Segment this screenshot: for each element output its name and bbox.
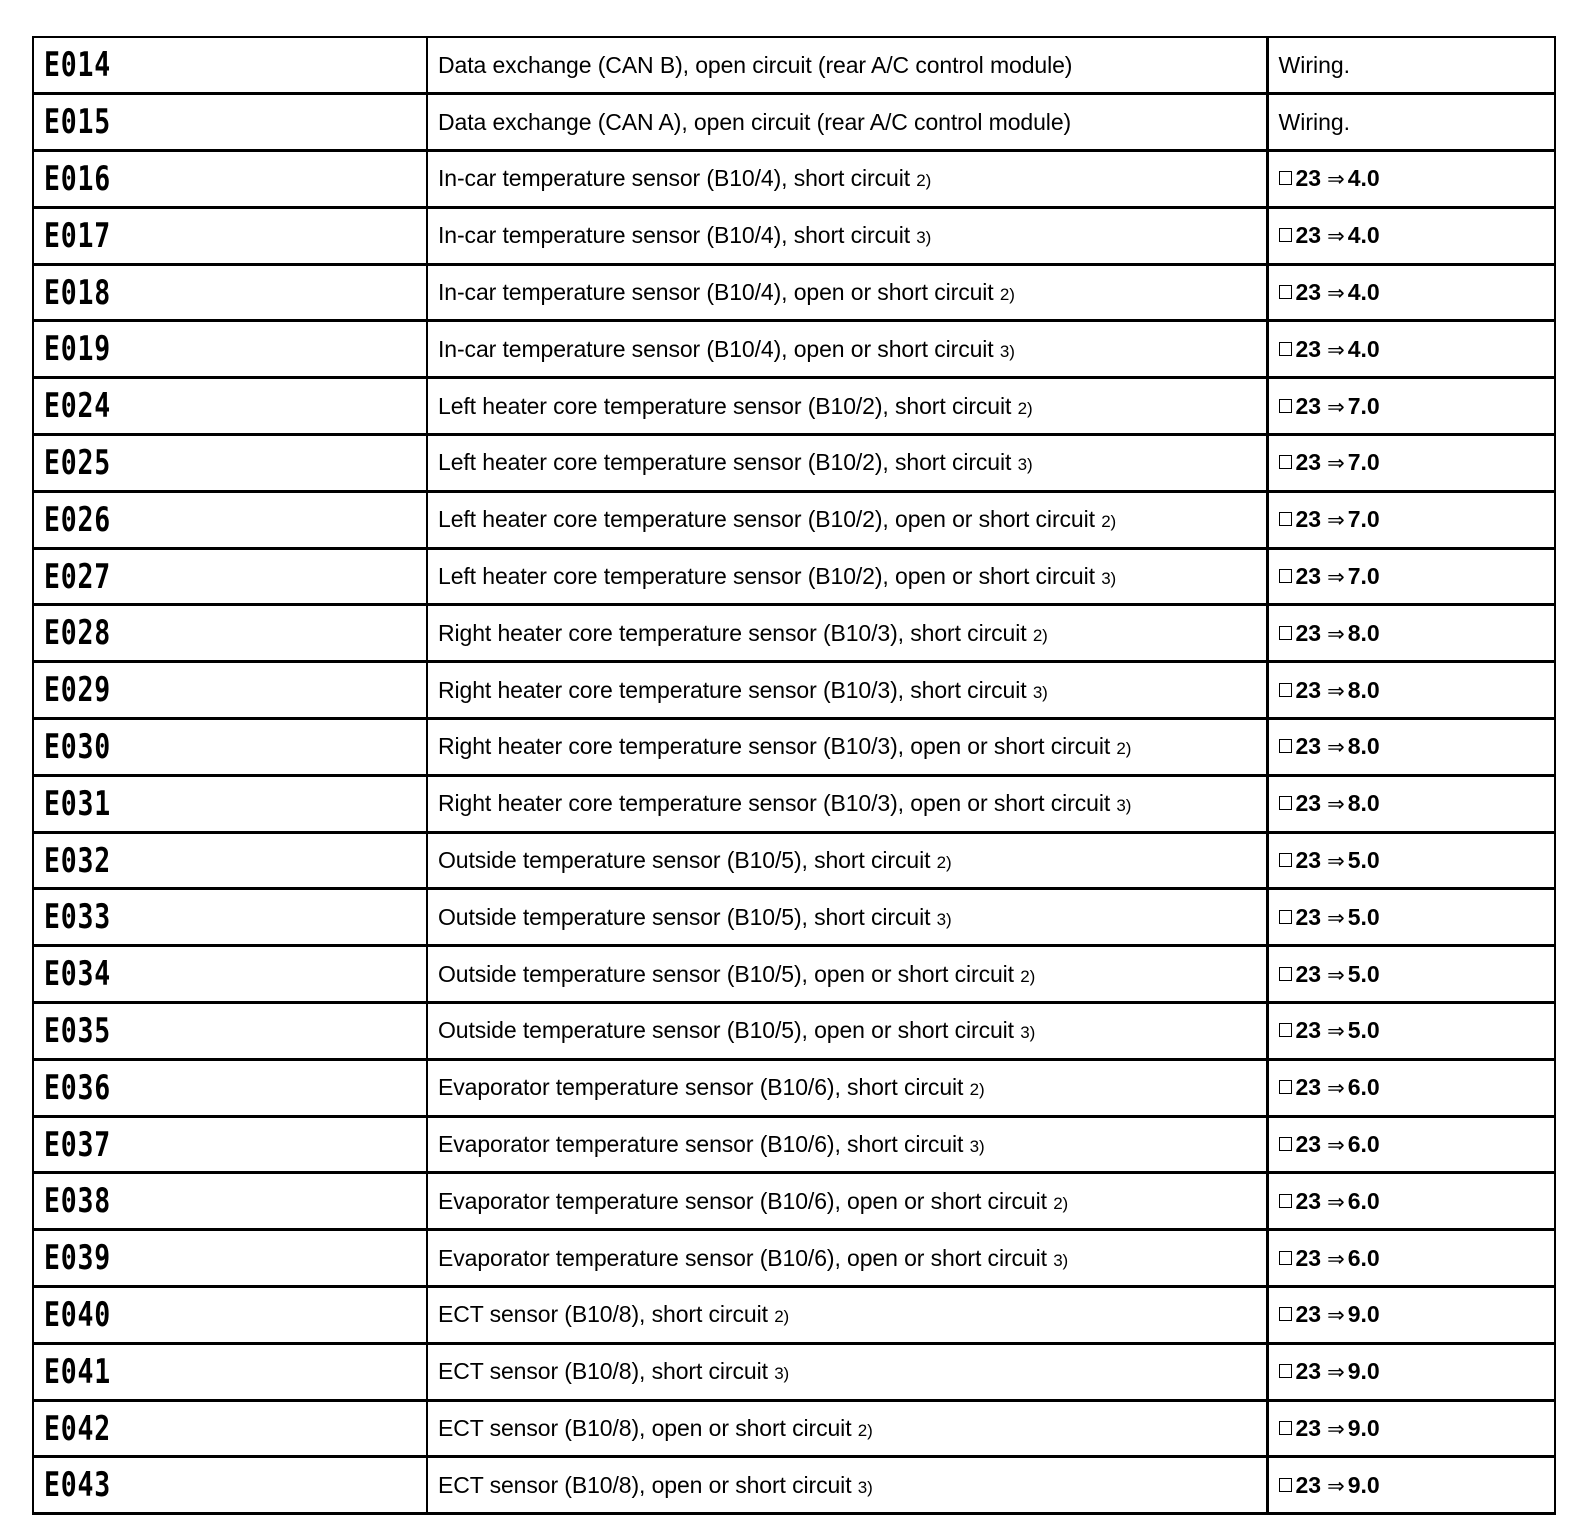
footnote-marker: 3) (916, 228, 932, 248)
footnote-marker: 2) (1053, 1193, 1069, 1213)
test-reference-cell (1267, 832, 1555, 889)
test-step: 7.0 (1347, 563, 1380, 590)
test-table-icon (1279, 796, 1292, 810)
fault-code-cell (33, 37, 427, 94)
footnote-marker: 2) (774, 1307, 790, 1327)
fault-description: Outside temperature sensor (B10/5), open or short circuit (438, 1017, 1021, 1044)
fault-code-cell (33, 662, 427, 719)
test-number: 23 (1295, 1358, 1322, 1385)
fault-code: E030 (44, 726, 111, 767)
fault-code: E025 (44, 442, 111, 483)
test-step: 4.0 (1347, 165, 1380, 192)
table-row (33, 1457, 1555, 1514)
test-table-icon (1279, 399, 1292, 413)
footnote-marker: 2) (936, 853, 952, 873)
table-row (33, 94, 1555, 151)
fault-description: Evaporator temperature sensor (B10/6), short circuit (438, 1074, 970, 1101)
fault-code-cell (33, 889, 427, 946)
fault-code-cell (33, 832, 427, 889)
test-table-icon (1279, 1251, 1292, 1265)
table-row (33, 264, 1555, 321)
test-table-icon (1279, 626, 1292, 640)
test-reference-cell (1267, 1059, 1555, 1116)
table-row (33, 775, 1555, 832)
test-table-icon (1279, 455, 1292, 469)
fault-code: E041 (44, 1351, 111, 1392)
test-step: 9.0 (1347, 1301, 1380, 1328)
fault-description-cell (427, 719, 1267, 776)
footnote-marker: 3) (1017, 455, 1033, 475)
fault-description-cell (427, 378, 1267, 435)
test-reference-cell (1267, 207, 1555, 264)
fault-code-cell (33, 378, 427, 435)
table-row (33, 719, 1555, 776)
fault-code-cell (33, 548, 427, 605)
fault-description: ECT sensor (B10/8), open or short circuit (438, 1415, 858, 1442)
test-table-icon (1279, 739, 1292, 753)
test-reference-cell (1267, 1457, 1555, 1514)
fault-code: E035 (44, 1010, 111, 1051)
fault-description: Left heater core temperature sensor (B10/2), open or short circuit (438, 506, 1102, 533)
test-table-icon (1279, 569, 1292, 583)
test-number: 23 (1295, 619, 1322, 646)
fault-code-cell (33, 207, 427, 264)
test-number: 23 (1295, 449, 1322, 476)
test-step: 6.0 (1347, 1074, 1380, 1101)
fault-description-cell (427, 37, 1267, 94)
fault-description: Data exchange (CAN B), open circuit (rear A/C control module) (438, 51, 1073, 78)
test-reference-text: Wiring. (1278, 108, 1351, 135)
table-row (33, 662, 1555, 719)
fault-description: In-car temperature sensor (B10/4), short circuit (438, 222, 917, 249)
footnote-marker: 2) (1116, 739, 1132, 759)
test-table-icon (1279, 853, 1292, 867)
test-number: 23 (1295, 1131, 1322, 1158)
table-row (33, 435, 1555, 492)
test-reference-cell (1267, 37, 1555, 94)
fault-code-cell (33, 946, 427, 1003)
fault-code-cell (33, 491, 427, 548)
fault-description: Left heater core temperature sensor (B10/2), open or short circuit (438, 563, 1102, 590)
test-table-icon (1279, 967, 1292, 981)
table-row (33, 378, 1555, 435)
test-reference-text: Wiring. (1278, 51, 1351, 78)
fault-code: E033 (44, 897, 111, 938)
test-step: 6.0 (1347, 1244, 1380, 1271)
test-number: 23 (1295, 165, 1322, 192)
footnote-marker: 3) (1032, 682, 1048, 702)
fault-code-cell (33, 321, 427, 378)
fault-description: In-car temperature sensor (B10/4), open or short circuit (438, 335, 1000, 362)
test-table-icon (1279, 342, 1292, 356)
fault-description-cell (427, 662, 1267, 719)
footnote-marker: 3) (1116, 796, 1132, 816)
right-double-arrow-icon: ⇒ (1327, 678, 1345, 703)
fault-description-cell (427, 1400, 1267, 1457)
test-reference-cell (1267, 491, 1555, 548)
test-reference-cell (1267, 321, 1555, 378)
test-number: 23 (1295, 1415, 1322, 1442)
test-step: 4.0 (1347, 335, 1380, 362)
fault-code: E018 (44, 272, 111, 313)
fault-description-cell (427, 1003, 1267, 1060)
footnote-marker: 2) (1101, 512, 1117, 532)
fault-code: E026 (44, 499, 111, 540)
table-row (33, 1343, 1555, 1400)
footnote-marker: 3) (999, 341, 1015, 361)
test-number: 23 (1295, 1301, 1322, 1328)
right-double-arrow-icon: ⇒ (1327, 1360, 1345, 1385)
fault-code-cell (33, 94, 427, 151)
fault-code-cell (33, 1116, 427, 1173)
test-number: 23 (1295, 335, 1322, 362)
fault-code-cell (33, 264, 427, 321)
fault-code: E032 (44, 840, 111, 881)
fault-description-cell (427, 548, 1267, 605)
right-double-arrow-icon: ⇒ (1327, 1076, 1345, 1101)
table-row (33, 548, 1555, 605)
fault-description: Evaporator temperature sensor (B10/6), open or short circuit (438, 1244, 1054, 1271)
fault-description-cell (427, 775, 1267, 832)
fault-description-cell (427, 435, 1267, 492)
fault-code-cell (33, 1003, 427, 1060)
right-double-arrow-icon: ⇒ (1327, 792, 1345, 817)
fault-description-cell (427, 889, 1267, 946)
test-reference-cell (1267, 1116, 1555, 1173)
fault-code: E043 (44, 1465, 111, 1506)
right-double-arrow-icon: ⇒ (1327, 1133, 1345, 1158)
test-reference-cell (1267, 889, 1555, 946)
test-step: 4.0 (1347, 279, 1380, 306)
table-row (33, 151, 1555, 208)
right-double-arrow-icon: ⇒ (1327, 224, 1345, 249)
fault-description-cell (427, 1457, 1267, 1514)
fault-code: E040 (44, 1294, 111, 1335)
fault-code-cell (33, 1173, 427, 1230)
fault-description-cell (427, 264, 1267, 321)
fault-code-cell (33, 775, 427, 832)
fault-description-cell (427, 207, 1267, 264)
test-table-icon (1279, 1307, 1292, 1321)
fault-code-cell (33, 1230, 427, 1287)
test-number: 23 (1295, 1187, 1322, 1214)
right-double-arrow-icon: ⇒ (1327, 621, 1345, 646)
right-double-arrow-icon: ⇒ (1327, 1189, 1345, 1214)
test-step: 9.0 (1347, 1415, 1380, 1442)
fault-code-rows (33, 37, 1555, 1514)
fault-code: E019 (44, 329, 111, 370)
footnote-marker: 2) (999, 285, 1015, 305)
footnote-marker: 3) (936, 909, 952, 929)
table-row (33, 1003, 1555, 1060)
fault-code-cell (33, 1059, 427, 1116)
test-step: 8.0 (1347, 733, 1380, 760)
footnote-marker: 2) (857, 1421, 873, 1441)
test-reference-cell (1267, 1400, 1555, 1457)
table-row (33, 832, 1555, 889)
test-reference-cell (1267, 1230, 1555, 1287)
test-number: 23 (1295, 506, 1322, 533)
fault-description: ECT sensor (B10/8), short circuit (438, 1301, 775, 1328)
fault-description-cell (427, 1343, 1267, 1400)
footnote-marker: 2) (916, 171, 932, 191)
test-number: 23 (1295, 1471, 1322, 1498)
table-row (33, 1230, 1555, 1287)
fault-code: E016 (44, 158, 111, 199)
fault-description: Left heater core temperature sensor (B10/2), short circuit (438, 449, 1018, 476)
test-number: 23 (1295, 1074, 1322, 1101)
test-reference-cell (1267, 605, 1555, 662)
fault-description-cell (427, 1230, 1267, 1287)
fault-code: E039 (44, 1238, 111, 1279)
test-table-icon (1279, 1364, 1292, 1378)
fault-description: Evaporator temperature sensor (B10/6), open or short circuit (438, 1187, 1054, 1214)
footnote-marker: 3) (1020, 1023, 1036, 1043)
fault-description-cell (427, 1287, 1267, 1344)
test-step: 8.0 (1347, 790, 1380, 817)
fault-description: Outside temperature sensor (B10/5), open or short circuit (438, 960, 1021, 987)
right-double-arrow-icon: ⇒ (1327, 735, 1345, 760)
right-double-arrow-icon: ⇒ (1327, 1303, 1345, 1328)
fault-description-cell (427, 946, 1267, 1003)
test-table-icon (1279, 512, 1292, 526)
footnote-marker: 3) (1053, 1250, 1069, 1270)
fault-description-cell (427, 1059, 1267, 1116)
fault-description: Right heater core temperature sensor (B10/3), open or short circuit (438, 733, 1117, 760)
table-row (33, 889, 1555, 946)
test-table-icon (1279, 1194, 1292, 1208)
right-double-arrow-icon: ⇒ (1327, 962, 1345, 987)
footnote-marker: 2) (1020, 966, 1036, 986)
table-row (33, 1287, 1555, 1344)
fault-code: E036 (44, 1067, 111, 1108)
test-step: 8.0 (1347, 619, 1380, 646)
test-table-icon (1279, 1080, 1292, 1094)
table-row (33, 1116, 1555, 1173)
right-double-arrow-icon: ⇒ (1327, 905, 1345, 930)
test-reference-cell (1267, 151, 1555, 208)
fault-description: Outside temperature sensor (B10/5), short circuit (438, 847, 937, 874)
right-double-arrow-icon: ⇒ (1327, 451, 1345, 476)
fault-description-cell (427, 491, 1267, 548)
test-reference-cell (1267, 435, 1555, 492)
right-double-arrow-icon: ⇒ (1327, 394, 1345, 419)
test-reference-cell (1267, 1343, 1555, 1400)
footnote-marker: 2) (1032, 625, 1048, 645)
fault-code-cell (33, 719, 427, 776)
test-step: 6.0 (1347, 1187, 1380, 1214)
table-row (33, 1173, 1555, 1230)
test-table-icon (1279, 1421, 1292, 1435)
test-reference-cell (1267, 775, 1555, 832)
test-step: 5.0 (1347, 847, 1380, 874)
right-double-arrow-icon: ⇒ (1327, 849, 1345, 874)
fault-code: E042 (44, 1408, 111, 1449)
footnote-marker: 3) (969, 1137, 985, 1157)
right-double-arrow-icon: ⇒ (1327, 508, 1345, 533)
right-double-arrow-icon: ⇒ (1327, 167, 1345, 192)
test-number: 23 (1295, 903, 1322, 930)
test-table-icon (1279, 1478, 1292, 1492)
test-reference-cell (1267, 378, 1555, 435)
test-reference-cell (1267, 548, 1555, 605)
test-reference-cell (1267, 1003, 1555, 1060)
fault-description: Left heater core temperature sensor (B10/2), short circuit (438, 392, 1018, 419)
table-row (33, 1400, 1555, 1457)
test-step: 9.0 (1347, 1358, 1380, 1385)
footnote-marker: 3) (857, 1477, 873, 1497)
fault-description: Evaporator temperature sensor (B10/6), short circuit (438, 1131, 970, 1158)
test-step: 9.0 (1347, 1471, 1380, 1498)
test-table-icon (1279, 683, 1292, 697)
fault-code-cell (33, 1343, 427, 1400)
fault-description: In-car temperature sensor (B10/4), open or short circuit (438, 279, 1000, 306)
fault-code-table (32, 36, 1556, 1515)
table-row (33, 207, 1555, 264)
fault-description: Data exchange (CAN A), open circuit (rear A/C control module) (438, 108, 1072, 135)
fault-code: E028 (44, 613, 111, 654)
fault-code: E024 (44, 386, 111, 427)
fault-code: E015 (44, 102, 111, 143)
test-step: 7.0 (1347, 506, 1380, 533)
fault-description-cell (427, 1116, 1267, 1173)
test-step: 5.0 (1347, 1017, 1380, 1044)
test-number: 23 (1295, 279, 1322, 306)
test-reference-cell (1267, 94, 1555, 151)
test-number: 23 (1295, 676, 1322, 703)
test-number: 23 (1295, 392, 1322, 419)
fault-code: E038 (44, 1181, 111, 1222)
test-number: 23 (1295, 563, 1322, 590)
table-row (33, 605, 1555, 662)
test-number: 23 (1295, 733, 1322, 760)
fault-code-cell (33, 1457, 427, 1514)
right-double-arrow-icon: ⇒ (1327, 1417, 1345, 1442)
footnote-marker: 2) (1017, 398, 1033, 418)
test-step: 5.0 (1347, 903, 1380, 930)
table-row (33, 491, 1555, 548)
test-reference-cell (1267, 719, 1555, 776)
table-row (33, 1059, 1555, 1116)
test-reference-cell (1267, 946, 1555, 1003)
test-number: 23 (1295, 960, 1322, 987)
test-step: 5.0 (1347, 960, 1380, 987)
fault-code: E017 (44, 215, 111, 256)
test-reference-cell (1267, 1173, 1555, 1230)
test-table-icon (1279, 171, 1292, 185)
test-table-icon (1279, 1023, 1292, 1037)
right-double-arrow-icon: ⇒ (1327, 1019, 1345, 1044)
test-number: 23 (1295, 847, 1322, 874)
fault-code: E034 (44, 954, 111, 995)
test-step: 7.0 (1347, 392, 1380, 419)
right-double-arrow-icon: ⇒ (1327, 1246, 1345, 1271)
fault-code-cell (33, 605, 427, 662)
table-row (33, 946, 1555, 1003)
fault-code: E037 (44, 1124, 111, 1165)
fault-description: Right heater core temperature sensor (B10/3), short circuit (438, 676, 1033, 703)
fault-description: Right heater core temperature sensor (B10/3), short circuit (438, 619, 1033, 646)
test-number: 23 (1295, 790, 1322, 817)
fault-description: In-car temperature sensor (B10/4), short circuit (438, 165, 917, 192)
fault-description-cell (427, 94, 1267, 151)
fault-code-cell (33, 1400, 427, 1457)
fault-code-cell (33, 151, 427, 208)
test-reference-cell (1267, 662, 1555, 719)
fault-code: E027 (44, 556, 111, 597)
right-double-arrow-icon: ⇒ (1327, 565, 1345, 590)
test-step: 6.0 (1347, 1131, 1380, 1158)
footnote-marker: 3) (1101, 569, 1117, 589)
footnote-marker: 2) (969, 1080, 985, 1100)
test-table-icon (1279, 228, 1292, 242)
fault-description: ECT sensor (B10/8), short circuit (438, 1358, 775, 1385)
test-table-icon (1279, 910, 1292, 924)
right-double-arrow-icon: ⇒ (1327, 337, 1345, 362)
fault-description-cell (427, 832, 1267, 889)
right-double-arrow-icon: ⇒ (1327, 281, 1345, 306)
fault-description-cell (427, 605, 1267, 662)
fault-code: E014 (44, 45, 111, 86)
test-reference-cell (1267, 264, 1555, 321)
fault-description: Right heater core temperature sensor (B10/3), open or short circuit (438, 790, 1117, 817)
fault-description: Outside temperature sensor (B10/5), short circuit (438, 903, 937, 930)
test-step: 8.0 (1347, 676, 1380, 703)
test-reference-cell (1267, 1287, 1555, 1344)
test-table-icon (1279, 1137, 1292, 1151)
fault-code-cell (33, 1287, 427, 1344)
fault-description-cell (427, 151, 1267, 208)
test-table-icon (1279, 285, 1292, 299)
table-row (33, 321, 1555, 378)
footnote-marker: 3) (774, 1364, 790, 1384)
right-double-arrow-icon: ⇒ (1327, 1473, 1345, 1498)
test-number: 23 (1295, 1244, 1322, 1271)
table-row (33, 37, 1555, 94)
fault-code: E029 (44, 670, 111, 711)
fault-description-cell (427, 1173, 1267, 1230)
test-number: 23 (1295, 1017, 1322, 1044)
test-step: 4.0 (1347, 222, 1380, 249)
fault-code: E031 (44, 783, 111, 824)
test-step: 7.0 (1347, 449, 1380, 476)
fault-code-cell (33, 435, 427, 492)
fault-description: ECT sensor (B10/8), open or short circuit (438, 1471, 858, 1498)
test-number: 23 (1295, 222, 1322, 249)
fault-description-cell (427, 321, 1267, 378)
